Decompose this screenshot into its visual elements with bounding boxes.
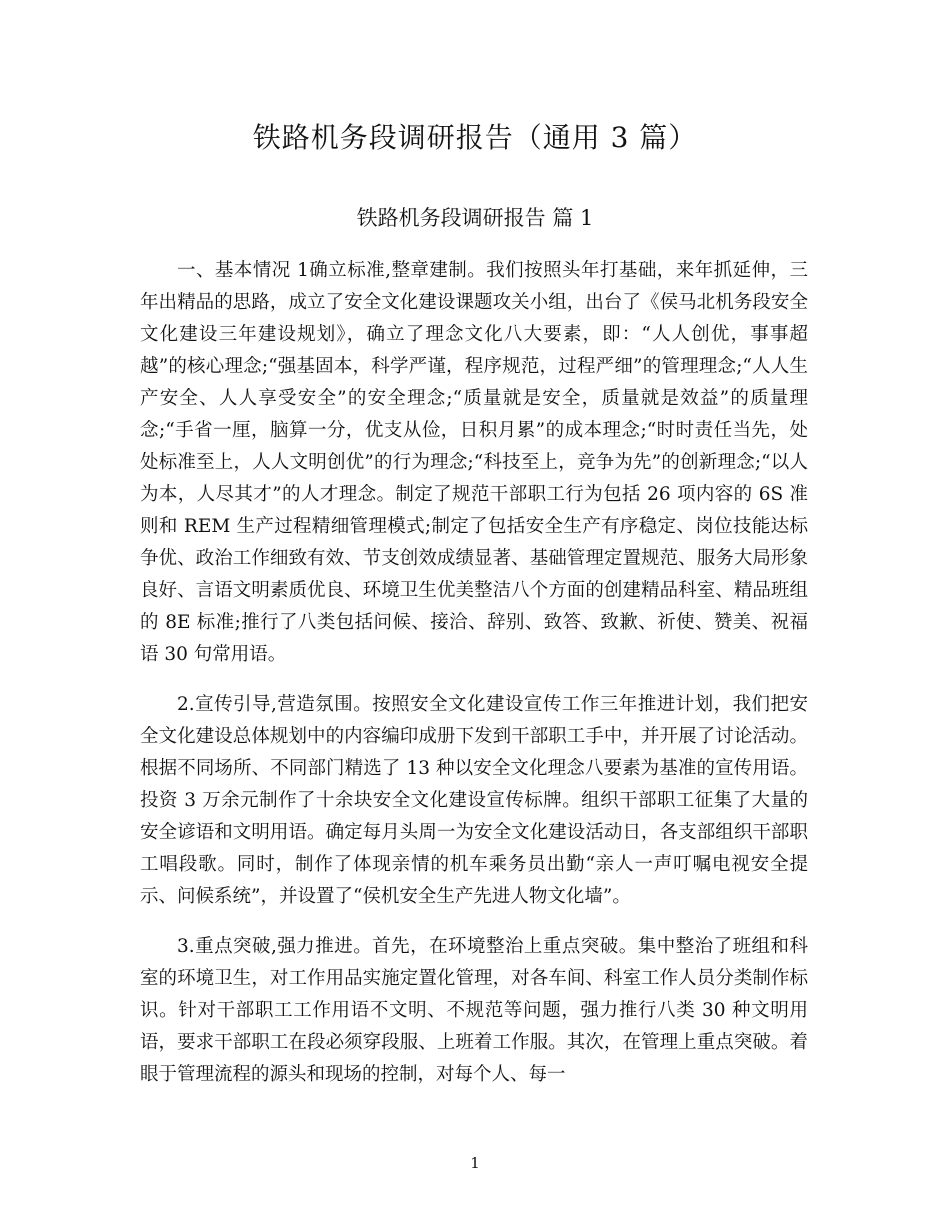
paragraph-basic-situation: 一、基本情况 1确立标准,整章建制。我们按照头年打基础，来年抓延伸，三年出精品的思路，成立了安全文化建设课题攻关小组，出台了《侯马北机务段安全文化建设三年建设规划》，确立了理念文化八大要素，即：“人人创优，事事超越”的核心理念;“强基固本，科学严谨，程序规范，过程严细”的管理理念;“人人生产安全、人人享受安全”的安全理念;“质量就是安全，质量就是效益”的质量理念;“手省一厘，脑算一分，优支从俭，日积月累”的成本理念;“时时责任当先，处处标准至上，人人文明创优”的行为理念;“科技至上，竞争为先”的创新理念;“以人为本，人尽其才”的人才理念。制定了规范干部职工行为包括 26 项内容的 6S 准则和 REM 生产过程精细管理模式;制定了包括安全生产有序稳定、岗位技能达标争优、政治工作细致有效、节支创效成绩显著、基础管理定置规范、服务大局形象良好、言语文明素质优良、环境卫生优美整洁八个方面的创建精品科室、精品班组的 8E 标准;推行了八类包括问候、接洽、辞别、致答、致歉、祈使、赞美、祝福语 30 句常用语。 bbox=[140, 260, 808, 665]
page-number: 1 bbox=[470, 1154, 480, 1172]
document-title: 铁路机务段调研报告（通用 3 篇） bbox=[252, 121, 698, 154]
section-title: 铁路机务段调研报告 篇 1 bbox=[356, 206, 594, 230]
paragraph-publicity: 2.宣传引导,营造氛围。按照安全文化建设宣传工作三年推进计划，我们把安全文化建设总体规划中的内容编印成册下发到干部职工手中，并开展了讨论活动。根据不同场所、不同部门精选了 13 种以安全文化理念八要素为基准的宣传用语。投资 3 万余元制作了十余块安全文化建设宣传标牌。组织干部职工征集了大量的安全谚语和文明用语。确定每月头周一为安全文化建设活动日，各支部组织干部职工唱段歌。同时，制作了体现亲情的机车乘务员出勤“亲人一声叮嘱电视安全提示、问候系统”，并设置了“侯机安全生产先进人物文化墙”。 bbox=[140, 694, 808, 907]
document-body bbox=[140, 255, 808, 1109]
paragraph-key-breakthrough: 3.重点突破,强力推进。首先，在环境整治上重点突破。集中整治了班组和科室的环境卫生，对工作用品实施定置化管理，对各车间、科室工作人员分类制作标识。针对干部职工工作用语不文明、不规范等问题，强力推行八类 30 种文明用语，要求干部职工在段必须穿段服、上班着工作服。其次，在管理上重点突破。着眼于管理流程的源头和现场的控制，对每个人、每一 bbox=[140, 936, 808, 1085]
